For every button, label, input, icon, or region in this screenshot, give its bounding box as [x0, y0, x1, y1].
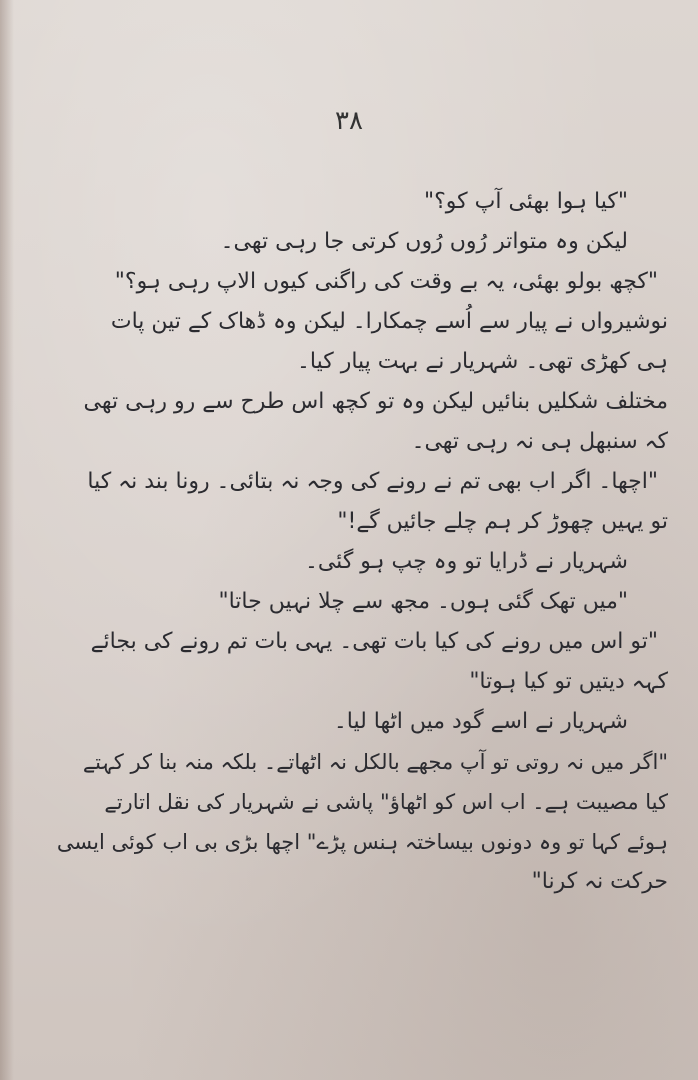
text-line: کہ سنبھل ہی نہ رہی تھی۔ — [411, 429, 668, 454]
text-line: "تو اس میں رونے کی کیا بات تھی۔ یہی بات تم رونے کی بجائے — [90, 629, 658, 654]
text-line: "کچھ بولو بھئی، یہ بے وقت کی راگنی کیوں الاپ رہی ہو؟" — [114, 269, 658, 294]
page-number: ۳۸ — [335, 106, 363, 136]
text-line: حرکت نہ کرنا" — [531, 869, 668, 894]
page-body-text — [40, 182, 668, 902]
text-line: "اچھا۔ اگر اب بھی تم نے رونے کی وجہ نہ بتائی۔ رونا بند نہ کیا — [87, 469, 658, 494]
text-line: تو یہیں چھوڑ کر ہم چلے جائیں گے!" — [337, 509, 668, 534]
text-line: مختلف شکلیں بنائیں لیکن وہ تو کچھ اس طرح سے رو رہی تھی — [83, 389, 668, 414]
text-line: "کیا ہوا بھئی آپ کو؟" — [424, 189, 628, 214]
text-line: کیا مصیبت ہے۔ اب اس کو اٹھاؤ" پاشی نے شہریار کی نقل اتارتے — [104, 790, 668, 814]
text-line: شہریار نے اسے گود میں اٹھا لیا۔ — [333, 709, 628, 734]
text-line: ہوئے کہا تو وہ دونوں بیساختہ ہنس پڑے" اچھا بڑی بی اب کوئی ایسی — [56, 830, 668, 854]
page-binding-shadow — [0, 0, 14, 1080]
text-line: "میں تھک گئی ہوں۔ مجھ سے چلا نہیں جاتا" — [218, 589, 628, 614]
text-line: ہی کھڑی تھی۔ شہریار نے بہت پیار کیا۔ — [297, 349, 668, 374]
text-line: شہریار نے ڈرایا تو وہ چپ ہو گئی۔ — [304, 549, 628, 574]
text-line: "اگر میں نہ روتی تو آپ مجھے بالکل نہ اٹھاتے۔ بلکہ منہ بنا کر کہتے — [82, 750, 668, 774]
text-line: کہہ دیتیں تو کیا ہوتا" — [469, 669, 668, 694]
text-line: نوشیرواں نے پیار سے اُسے چمکارا۔ لیکن وہ ڈھاک کے تین پات — [110, 309, 668, 334]
text-line: لیکن وہ متواتر رُوں رُوں کرتی جا رہی تھی۔ — [220, 229, 628, 254]
